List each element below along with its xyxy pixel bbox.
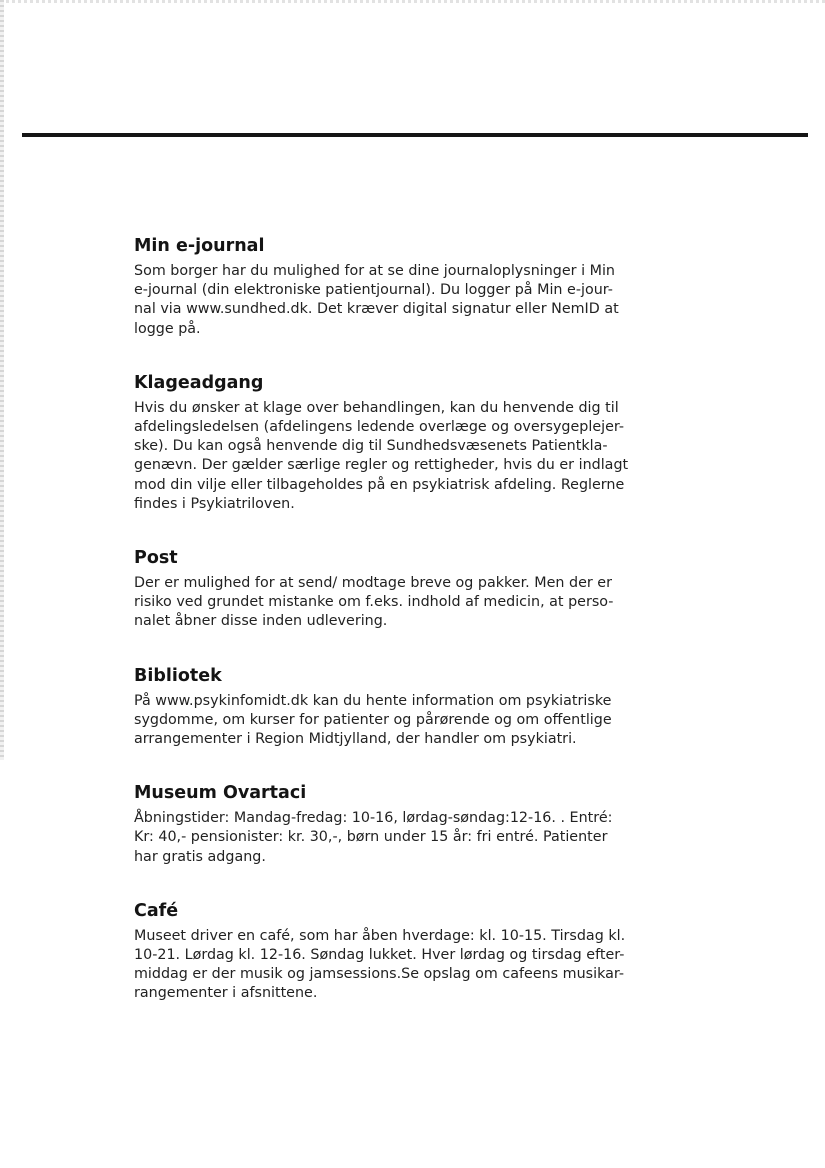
section-heading: Museum Ovartaci (134, 783, 307, 804)
section-text (134, 574, 714, 632)
section-heading: Café (134, 900, 179, 921)
section-text (134, 399, 714, 514)
section-text (134, 262, 714, 339)
text-line: risiko ved grundet mistanke om f.eks. indhold af medicin, at perso- (134, 594, 614, 611)
text-line: middag er der musik og jamsessions.Se opslag om cafeens musikar- (134, 966, 624, 983)
text-line: ske). Du kan også henvende dig til Sundhedsvæsenets Patientkla- (134, 438, 608, 455)
scan-top-edge (0, 0, 825, 3)
section-museum-ovartaci (134, 781, 714, 867)
text-line: 10-21. Lørdag kl. 12-16. Søndag lukket. Hver lørdag og tirsdag efter- (134, 947, 625, 964)
section-text (134, 692, 714, 750)
text-line: findes i Psykiatriloven. (134, 495, 295, 512)
text-line: Der er mulighed for at send/ modtage breve og pakker. Men der er (134, 575, 612, 592)
header-rule (22, 133, 808, 137)
text-line: Som borger har du mulighed for at se dine journaloplysninger i Min (134, 263, 615, 279)
text-line: Hvis du ønsker at klage over behandlingen, kan du henvende dig til (134, 399, 619, 416)
section-heading: Post (134, 548, 178, 569)
section-post (134, 546, 714, 632)
section-text (134, 809, 714, 867)
text-line: nalet åbner disse inden udlevering. (134, 613, 388, 630)
text-line: Kr: 40,- pensionister: kr. 30,-, børn under 15 år: fri entré. Patienter (134, 829, 608, 846)
text-line: logge på. (134, 320, 201, 337)
text-line: På www.psykinfomidt.dk kan du hente information om psykiatriske (134, 692, 612, 709)
text-line: nal via www.sundhed.dk. Det kræver digital signatur eller NemID at (134, 301, 619, 318)
section-bibliotek (134, 664, 714, 750)
text-line: har gratis adgang. (134, 848, 266, 865)
section-heading: Klageadgang (134, 372, 264, 393)
section-heading: Bibliotek (134, 665, 222, 686)
section-cafe (134, 899, 714, 1004)
text-line: e-journal (din elektroniske patientjournal). Du logger på Min e-jour- (134, 282, 613, 299)
text-line: rangementer i afsnittene. (134, 985, 318, 1002)
text-line: genævn. Der gælder særlige regler og rettigheder, hvis du er indlagt (134, 457, 629, 474)
text-line: Museet driver en café, som har åben hverdage: kl. 10-15. Tirsdag kl. (134, 927, 626, 944)
text-line: mod din vilje eller tilbageholdes på en psykiatrisk afdeling. Reglerne (134, 476, 625, 493)
section-min-e-journal (134, 234, 714, 339)
text-line: sygdomme, om kurser for patienter og pårørende og om offentlige (134, 711, 612, 728)
text-line: Åbningstider: Mandag-fredag: 10-16, lørdag-søndag:12-16. . Entré: (134, 810, 613, 827)
section-text (134, 927, 714, 1004)
section-klageadgang (134, 371, 714, 514)
scan-left-edge (0, 0, 4, 760)
text-line: afdelingsledelsen (afdelingens ledende overlæge og oversygeplejer- (134, 419, 625, 436)
section-heading: Min e-journal (134, 236, 265, 256)
text-line: arrangementer i Region Midtjylland, der handler om psykiatri. (134, 731, 577, 748)
document-body (134, 234, 714, 1036)
